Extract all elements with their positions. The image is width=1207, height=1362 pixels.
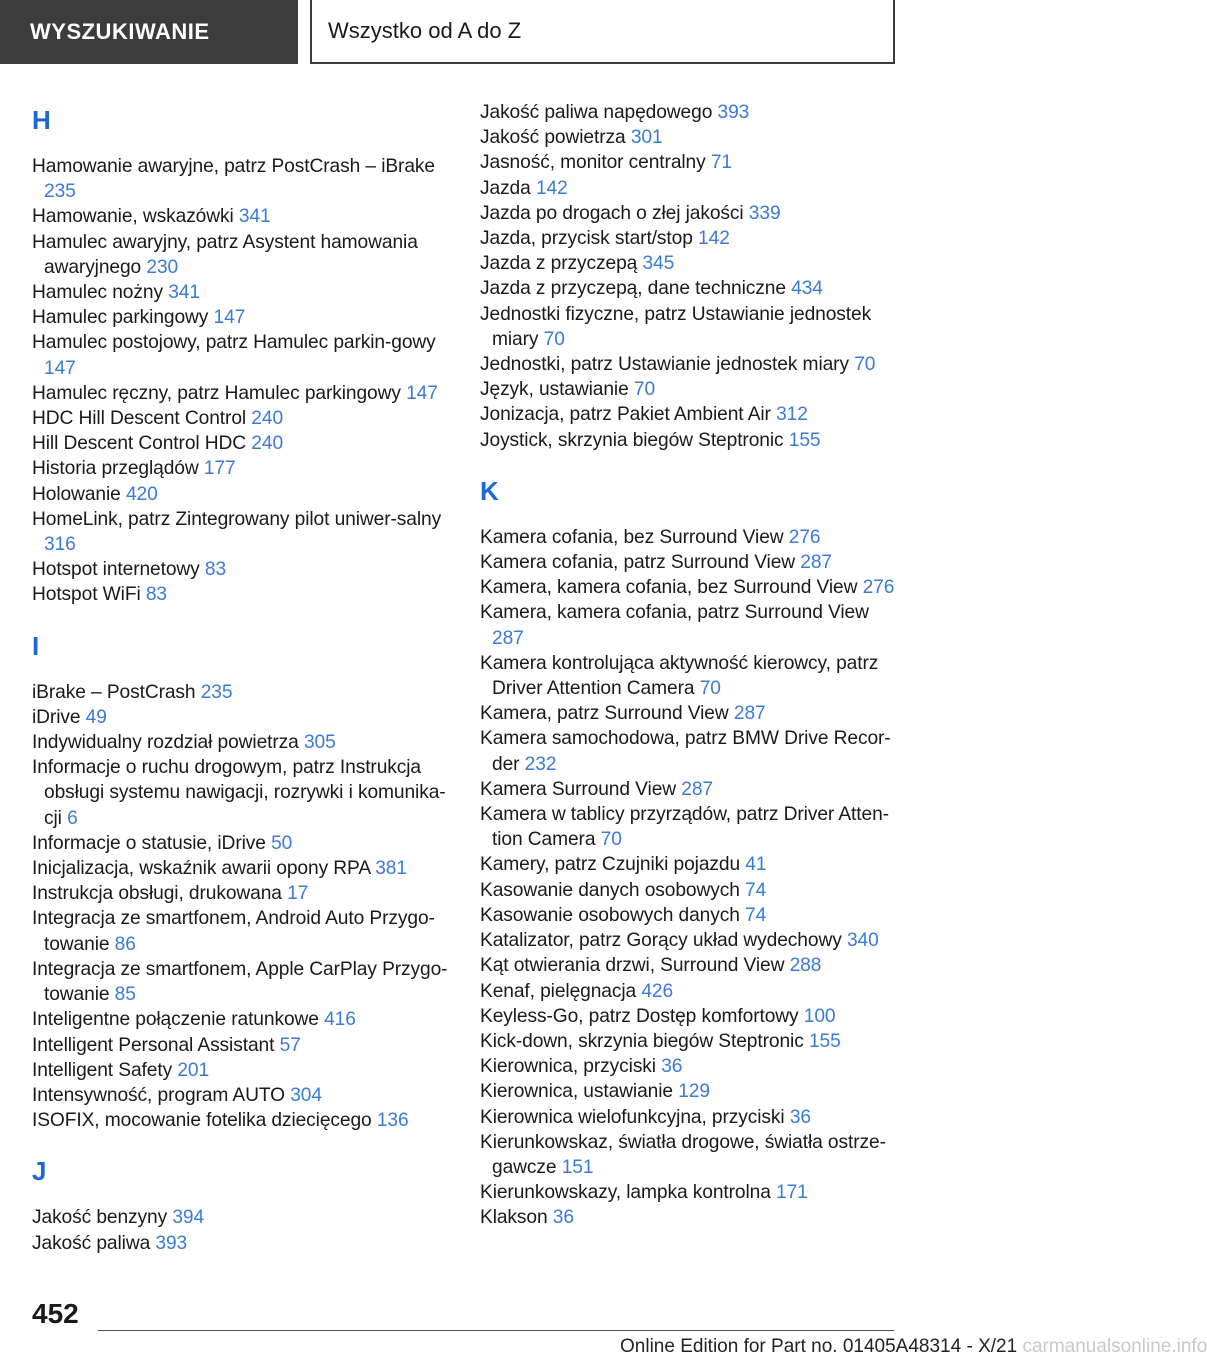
page-reference-link[interactable]: 83 <box>145 584 168 606</box>
entry-text: ISOFIX, mocowanie fotelika dziecięcego <box>32 1110 372 1132</box>
index-entry <box>480 201 900 226</box>
entry-text: Jazda po drogach o złej jakości <box>480 202 744 224</box>
page-reference-link[interactable]: 177 <box>203 458 236 480</box>
page-reference-link[interactable]: 171 <box>776 1182 808 1204</box>
entry-text: Instrukcja obsługi, drukowana <box>32 883 282 905</box>
entry-text: Jonizacja, patrz Pakiet Ambient Air <box>480 404 771 426</box>
entry-text: Intensywność, program AUTO <box>32 1084 285 1106</box>
page-reference-link[interactable]: 301 <box>630 127 663 149</box>
page-reference-link[interactable]: 6 <box>67 807 78 829</box>
entry-text: Jazda <box>480 177 531 199</box>
page-header <box>0 0 960 66</box>
index-entry <box>32 1083 452 1108</box>
index-entry <box>32 856 452 881</box>
page-reference-link[interactable]: 57 <box>279 1034 301 1056</box>
entry-text: HDC Hill Descent Control <box>32 408 247 430</box>
page-reference-link[interactable]: 147 <box>44 357 76 379</box>
index-entry <box>480 777 900 802</box>
page-reference-link[interactable]: 147 <box>406 382 438 404</box>
page-reference-link[interactable]: 393 <box>155 1232 188 1254</box>
index-entry <box>32 154 452 204</box>
index-entry <box>32 204 452 229</box>
index-entry <box>32 1007 452 1032</box>
index-entry <box>480 852 900 877</box>
index-entry <box>32 280 452 305</box>
entry-text: HomeLink, patrz Zintegrowany pilot uniwer‐salny <box>32 508 442 530</box>
page-reference-link[interactable]: 49 <box>85 706 107 728</box>
entry-text: Jednostki fizyczne, patrz Ustawianie jednostek miary <box>480 303 872 350</box>
entry-text: Język, ustawianie <box>480 379 629 401</box>
entry-text: Kamera cofania, bez Surround View <box>480 526 784 548</box>
index-entry <box>32 1058 452 1083</box>
entry-text: iDrive <box>32 706 81 728</box>
index-letter-heading: K <box>480 475 499 506</box>
page-reference-link[interactable]: 232 <box>524 753 557 775</box>
page-reference-link[interactable]: 434 <box>791 278 823 300</box>
index-entry <box>480 550 900 575</box>
page-reference-link[interactable]: 240 <box>251 433 284 455</box>
page-reference-link[interactable]: 129 <box>678 1081 710 1103</box>
index-entry <box>32 705 452 730</box>
entry-text: Kamera Surround View <box>480 778 677 800</box>
index-entry <box>32 305 452 330</box>
entry-text: Kierownica, przyciski <box>480 1056 656 1078</box>
index-entry <box>480 176 900 201</box>
entry-text: Hamulec parkingowy <box>32 307 209 329</box>
entry-text: Kamera kontrolująca aktywność kierowcy, patrz Driver Attention Camera <box>480 652 879 700</box>
page-reference-link[interactable]: 71 <box>710 152 733 174</box>
page-reference-link[interactable]: 83 <box>204 559 227 581</box>
index-entry <box>32 1108 452 1133</box>
index-entry <box>32 755 452 831</box>
index-entry <box>480 1004 900 1029</box>
index-entry <box>32 431 452 456</box>
index-entry <box>480 903 900 928</box>
entry-text: Hamulec postojowy, patrz Hamulec parkin‐gowy <box>32 332 436 354</box>
entry-text: Inteligentne połączenie ratunkowe <box>32 1009 319 1031</box>
index-entry <box>32 456 452 481</box>
entry-text: Kick-down, skrzynia biegów Steptronic <box>480 1030 804 1052</box>
entry-text: Keyless-Go, patrz Dostęp komfortowy <box>480 1005 799 1027</box>
entry-text: Kamera cofania, patrz Surround View <box>480 552 796 574</box>
index-entry <box>480 1130 900 1180</box>
entry-text: Kasowanie osobowych danych <box>480 904 740 926</box>
page-reference-link[interactable]: 288 <box>789 955 822 977</box>
index-entry <box>480 600 900 650</box>
page-reference-link[interactable]: 147 <box>213 307 246 329</box>
page-reference-link[interactable]: 70 <box>543 328 565 350</box>
entry-text: Integracja ze smartfonem, Android Auto Przygo‐towanie <box>32 908 435 955</box>
page-reference-link[interactable]: 287 <box>681 778 713 800</box>
entry-text: Joystick, skrzynia biegów Steptronic <box>480 429 784 451</box>
page-reference-link[interactable]: 235 <box>200 681 233 703</box>
page-reference-link[interactable]: 316 <box>44 534 76 556</box>
index-entry <box>32 230 452 280</box>
entry-text: Kamery, patrz Czujniki pojazdu <box>480 854 741 876</box>
index-entry <box>480 251 900 276</box>
index-entry <box>480 302 900 352</box>
page-reference-link[interactable]: 276 <box>788 526 821 548</box>
page-reference-link[interactable]: 393 <box>717 102 750 123</box>
index-entry <box>32 957 452 1007</box>
entry-text: Kasowanie danych osobowych <box>480 879 740 901</box>
index-entry <box>480 276 900 301</box>
index-entry <box>480 377 900 402</box>
index-entry <box>480 878 900 903</box>
index-entry <box>480 1205 900 1230</box>
entry-text: Kąt otwierania drzwi, Surround View <box>480 955 785 977</box>
index-entry <box>32 507 452 557</box>
index-entry <box>480 150 900 175</box>
page-reference-link[interactable]: 235 <box>44 181 76 203</box>
entry-text: Jazda, przycisk start/stop <box>480 228 693 250</box>
page-reference-link[interactable]: 305 <box>303 732 336 754</box>
index-entry <box>480 575 900 600</box>
page-reference-link[interactable]: 86 <box>114 933 136 955</box>
page-reference-link[interactable]: 420 <box>125 483 158 505</box>
entry-text: Jazda z przyczepą <box>480 253 638 275</box>
entry-text: Jakość powietrza <box>480 127 626 149</box>
index-entry <box>480 226 900 251</box>
index-letter-heading: I <box>32 630 40 661</box>
page-reference-link[interactable]: 416 <box>324 1009 356 1031</box>
index-entry <box>32 1231 452 1256</box>
entry-text: Inicjalizacja, wskaźnik awarii opony RPA <box>32 858 370 880</box>
page-reference-link[interactable]: 304 <box>290 1084 322 1106</box>
entry-text: Holowanie <box>32 483 121 505</box>
page-reference-link[interactable]: 70 <box>699 678 721 700</box>
entry-text: Kierunkowskaz, światła drogowe, światła ostrze‐gawcze <box>480 1131 886 1178</box>
index-entry <box>480 953 900 978</box>
page-reference-link[interactable]: 70 <box>854 354 876 376</box>
entry-text: Hamowanie awaryjne, patrz PostCrash – iBrake <box>32 156 435 177</box>
page-reference-link[interactable]: 339 <box>748 202 781 224</box>
entry-text: Kenaf, pielęgnacja <box>480 980 637 1002</box>
page-reference-link[interactable]: 426 <box>641 980 674 1002</box>
entry-text: Jasność, monitor centralny <box>480 152 706 174</box>
entry-text: Kamera w tablicy przyrządów, patrz Driver Atten‐tion Camera <box>480 804 889 851</box>
page-reference-link[interactable]: 345 <box>642 253 675 275</box>
entry-text: Hill Descent Control HDC <box>32 433 247 455</box>
index-column-right <box>480 100 900 1231</box>
page-reference-link[interactable]: 276 <box>862 577 895 599</box>
entry-text: Jakość paliwa <box>32 1232 151 1254</box>
entry-text: Hamulec ręczny, patrz Hamulec parkingowy <box>32 382 401 404</box>
entry-text: Indywidualny rozdział powietrza <box>32 732 299 754</box>
page-reference-link[interactable]: 36 <box>661 1056 683 1078</box>
page-reference-link[interactable]: 36 <box>552 1207 574 1229</box>
entry-text: Informacje o ruchu drogowym, patrz Instrukcja obsługi systemu nawigacji, rozrywki i komunika‐cji <box>32 757 446 829</box>
section-tab: WYSZUKIWANIE <box>0 0 298 64</box>
page-reference-link[interactable]: 17 <box>287 883 309 905</box>
entry-text: Jakość paliwa napędowego <box>480 102 713 123</box>
entry-text: Kamera samochodowa, patrz BMW Drive Recor‐der <box>480 728 891 775</box>
page-reference-link[interactable]: 287 <box>492 627 524 649</box>
index-entry <box>480 402 900 427</box>
entry-text: Jakość benzyny <box>32 1207 168 1229</box>
index-entry <box>480 1180 900 1205</box>
entry-text: Hotspot WiFi <box>32 584 141 606</box>
page-reference-link[interactable]: 287 <box>800 552 832 574</box>
page-reference-link[interactable]: 287 <box>733 703 766 725</box>
index-entry <box>32 1033 452 1058</box>
entry-text: iBrake – PostCrash <box>32 681 196 703</box>
index-entry <box>32 831 452 856</box>
index-entry <box>32 557 452 582</box>
index-entry <box>480 125 900 150</box>
index-entry <box>480 726 900 776</box>
index-entry <box>32 406 452 431</box>
index-entry <box>32 482 452 507</box>
entry-text: Kamera, kamera cofania, bez Surround View <box>480 577 858 599</box>
edition-text: Online Edition for Part no. 01405A48314 - X/21 <box>620 1336 1018 1357</box>
index-entry <box>480 1054 900 1079</box>
index-entry <box>32 330 452 380</box>
footer-divider <box>98 1330 894 1331</box>
entry-text: Informacje o statusie, iDrive <box>32 832 266 854</box>
page-reference-link[interactable]: 74 <box>745 879 767 901</box>
page-reference-link[interactable]: 100 <box>803 1005 836 1027</box>
page-reference-link[interactable]: 136 <box>376 1110 409 1132</box>
entry-text: Hamulec awaryjny, patrz Asystent hamowania awaryjnego <box>32 231 418 278</box>
entry-text: Kamera, kamera cofania, patrz Surround View <box>480 602 869 624</box>
index-entry <box>480 525 900 550</box>
index-entry <box>480 802 900 852</box>
index-entry <box>480 1105 900 1130</box>
page-reference-link[interactable]: 50 <box>271 832 293 854</box>
chapter-title: Wszystko od A do Z <box>310 0 895 64</box>
entry-text: Intelligent Personal Assistant <box>32 1034 275 1056</box>
entry-text: Integracja ze smartfonem, Apple CarPlay Przygo‐towanie <box>32 958 448 1006</box>
index-letter-heading: H <box>32 105 51 135</box>
index-entry <box>32 381 452 406</box>
index-entry <box>480 352 900 377</box>
page-number: 452 <box>32 1298 79 1329</box>
index-letter-heading: J <box>32 1156 47 1187</box>
page-reference-link[interactable]: 70 <box>633 379 656 401</box>
index-entry <box>480 100 900 125</box>
page-reference-link[interactable]: 394 <box>172 1207 205 1229</box>
index-entry <box>480 928 900 953</box>
page-reference-link[interactable]: 151 <box>561 1156 594 1178</box>
page-reference-link[interactable]: 312 <box>776 404 808 426</box>
page-reference-link[interactable]: 230 <box>146 256 179 278</box>
index-entry <box>480 651 900 701</box>
entry-text: Kierownica, ustawianie <box>480 1081 673 1103</box>
index-entry <box>480 1079 900 1104</box>
page-reference-link[interactable]: 36 <box>789 1106 811 1128</box>
index-entry <box>32 1205 452 1230</box>
index-entry <box>480 979 900 1004</box>
page-reference-link[interactable]: 142 <box>535 177 568 199</box>
page-reference-link[interactable]: 155 <box>788 429 821 451</box>
page-reference-link[interactable]: 341 <box>238 206 271 228</box>
entry-text: Jazda z przyczepą, dane techniczne <box>480 278 786 300</box>
entry-text: Kamera, patrz Surround View <box>480 703 729 725</box>
entry-text: Kierownica wielofunkcyjna, przyciski <box>480 1106 785 1128</box>
page-reference-link[interactable]: 341 <box>168 282 200 304</box>
entry-text: Kierunkowskazy, lampka kontrolna <box>480 1182 771 1204</box>
entry-text: Intelligent Safety <box>32 1059 173 1081</box>
page-reference-link[interactable]: 340 <box>846 930 879 952</box>
index-column-left <box>32 100 452 1256</box>
page-reference-link[interactable]: 381 <box>375 858 407 880</box>
entry-text: Katalizator, patrz Gorący układ wydechowy <box>480 930 842 952</box>
entry-text: Klakson <box>480 1207 548 1229</box>
index-entry <box>32 680 452 705</box>
footer-edition <box>620 1336 1207 1358</box>
entry-text: Historia przeglądów <box>32 458 199 480</box>
index-entry <box>480 428 900 453</box>
page-reference-link[interactable]: 74 <box>745 904 767 926</box>
page-reference-link[interactable]: 142 <box>698 228 730 250</box>
page-reference-link[interactable]: 70 <box>600 829 622 851</box>
index-entry <box>480 701 900 726</box>
entry-text: Hamowanie, wskazówki <box>32 206 234 228</box>
watermark: carmanualsonline.info <box>1022 1336 1207 1357</box>
index-entry <box>32 881 452 906</box>
page-reference-link[interactable]: 201 <box>177 1059 210 1081</box>
page-reference-link[interactable]: 155 <box>808 1030 841 1052</box>
index-entry <box>32 730 452 755</box>
page-reference-link[interactable]: 85 <box>114 984 136 1006</box>
page-reference-link[interactable]: 240 <box>251 408 284 430</box>
entry-text: Hamulec nożny <box>32 282 163 304</box>
index-entry <box>480 1029 900 1054</box>
index-entry <box>32 906 452 956</box>
page-reference-link[interactable]: 41 <box>745 854 767 876</box>
entry-text: Jednostki, patrz Ustawianie jednostek miary <box>480 354 849 376</box>
entry-text: Hotspot internetowy <box>32 559 200 581</box>
index-entry <box>32 582 452 607</box>
